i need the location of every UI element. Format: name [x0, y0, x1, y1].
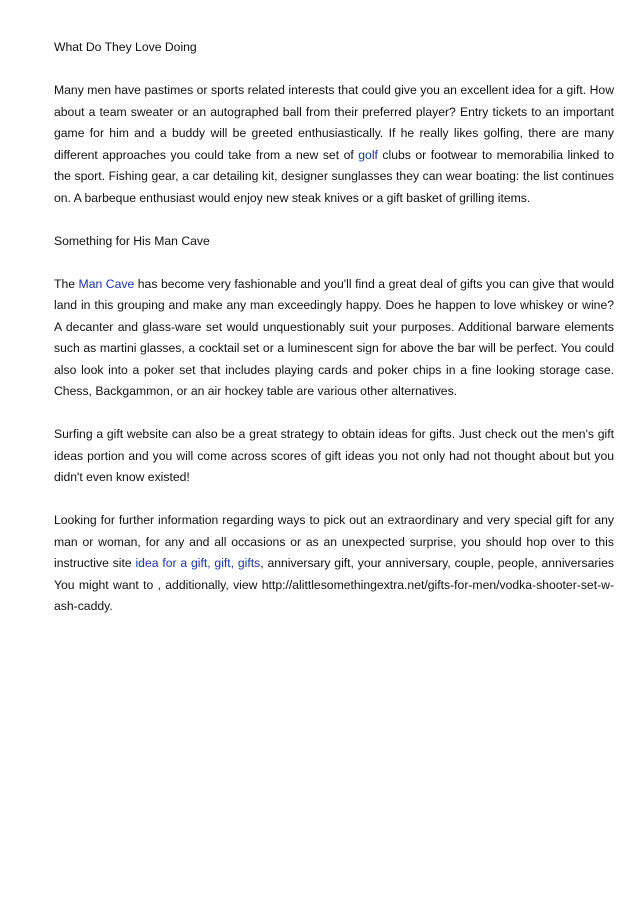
paragraph-pastimes-text-end: clubs or footwear to memorabilia linked to the sport. Fishing gear, a car detailing kit, designer sunglasses they can wear boating: the list continues on. A barbeque enthusiast would enjoy new steak knives or a gift basket of grilling items.	[54, 147, 614, 205]
document-page	[54, 37, 614, 639]
paragraph-pastimes	[54, 80, 614, 209]
paragraph-man-cave-text: has become very fashionable and you'll find a great deal of gifts you can give that would land in this grouping and make any man exceedingly happy. Does he happen to love whiskey or wine? A decanter and glass-ware set would unquestionably suit your purposes. Additional barware elements such as martini glasses, a cocktail set or a luminescent sign for above the bar will be perfect. You could also look into a poker set that includes playing cards and poker chips in a fine looking storage case. Chess, Backgammon, or an air hockey table are various other alternatives.	[54, 276, 615, 398]
paragraph-man-cave	[54, 274, 614, 403]
man-cave-link[interactable]: Man Cave	[78, 276, 135, 291]
paragraph-pastimes-text: Many men have pastimes or sports related interests that could give you an excellent idea for a gift. How about a team sweater or an autographed ball from their preferred player? Entry tickets to an important game for him and a buddy will be greeted enthusiastically. If he really likes golfing, there are many different approaches you could take from a new set of	[54, 83, 614, 162]
section-heading-love-doing: What Do They Love Doing	[54, 40, 197, 54]
golf-link[interactable]: golf	[358, 147, 378, 162]
paragraph-gift-website: Surfing a gift website can also be a great strategy to obtain ideas for gifts. Just check out the men's gift ideas portion and you will come across scores of gift ideas you not only had not thought about but you didn't even know existed!	[54, 427, 614, 484]
paragraph-further-info-end: , anniversary gift, your anniversary, couple, people, anniversaries You might want to , additionally, view http://alittlesomethingextra.net/gifts-for-men/vodka-shooter-set-w-ash-caddy.	[54, 556, 614, 613]
gift-ideas-link[interactable]: idea for a gift, gift, gifts	[135, 556, 261, 570]
paragraph-further-info-text: Looking for further information regarding ways to pick out an extraordinary and very special gift for any man or woman, for any and all occasions or as an unexpected surprise, you should hop over to this instructive site	[54, 513, 614, 570]
paragraph-man-cave-start: The	[54, 276, 79, 291]
section-heading-man-cave: Something for His Man Cave	[54, 233, 210, 248]
paragraph-further-info	[54, 510, 614, 618]
